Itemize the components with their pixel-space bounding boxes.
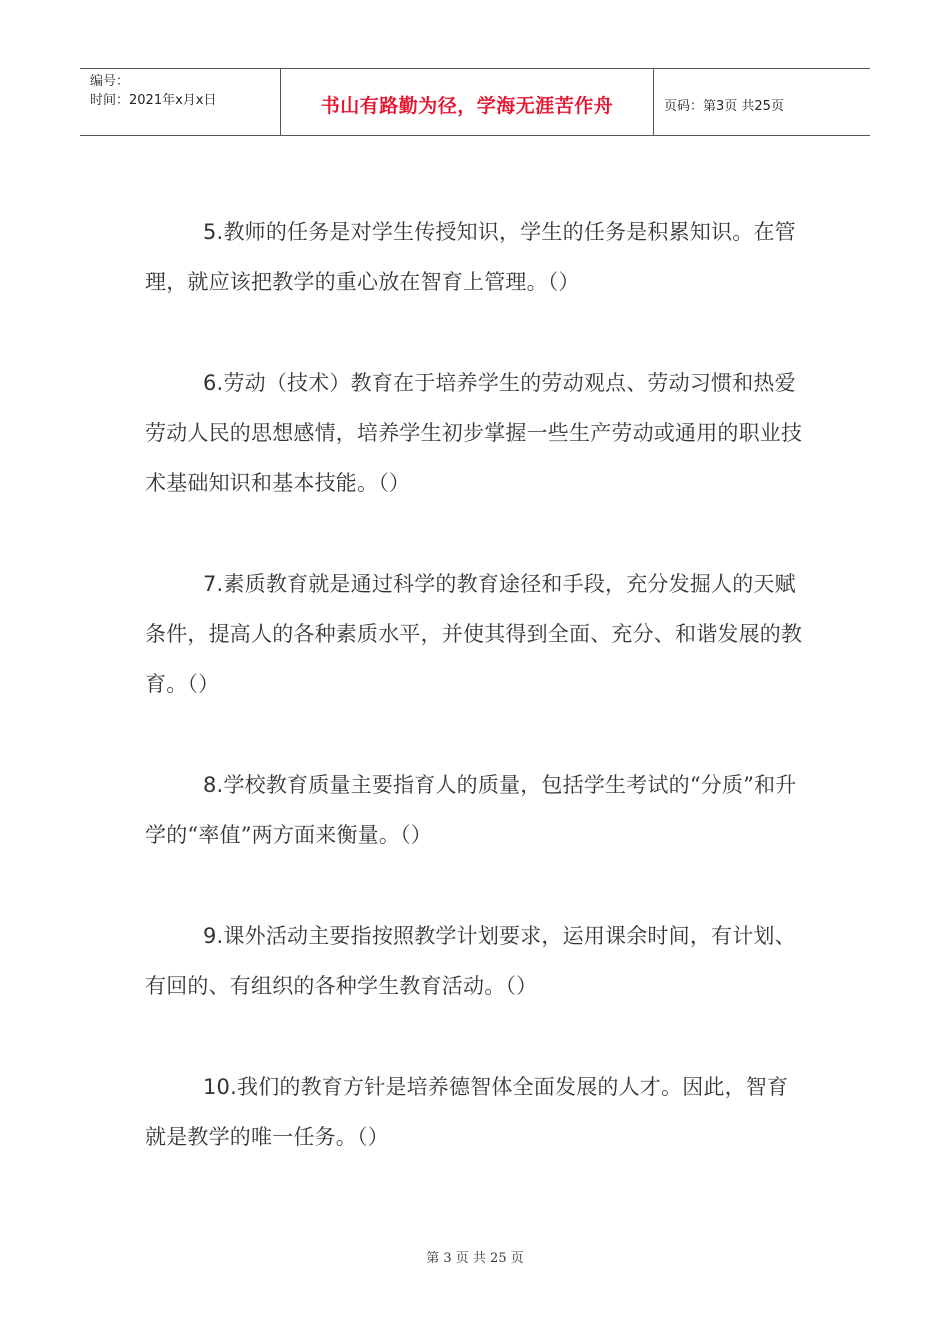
question-item	[145, 911, 805, 1011]
header-meta	[80, 69, 281, 135]
question-text: 教师的任务是对学生传授知识，学生的任务是积累知识。在管理，就应该把教学的重心放在智育上管理。（）	[145, 220, 796, 294]
question-item	[145, 207, 805, 307]
question-text: 素质教育就是通过科学的教育途径和手段，充分发掘人的天赋条件，提高人的各种素质水平，并使其得到全面、充分、和谐发展的教育。（）	[145, 572, 803, 696]
page-footer: 第 3 页 共 25 页	[426, 1251, 524, 1266]
question-number: 6.	[203, 371, 224, 395]
question-item	[145, 358, 805, 508]
date-line: 时间：2021年x月x日	[90, 93, 217, 108]
question-text: 学校教育质量主要指育人的质量，包括学生考试的“分质”和升学的“率值”两方面来衡量。（）	[145, 773, 797, 847]
question-item	[145, 1062, 805, 1162]
question-item	[145, 559, 805, 709]
question-text: 我们的教育方针是培养德智体全面发展的人才。因此，智育就是教学的唯一任务。（）	[145, 1075, 789, 1149]
header-motto: 书山有路勤为径，学海无涯苦作舟	[281, 69, 654, 135]
page-header	[80, 68, 870, 136]
header-page-info: 页码：第3页 共25页	[664, 98, 784, 114]
question-number: 5.	[203, 220, 224, 244]
question-text: 劳动（技术）教育在于培养学生的劳动观点、劳动习惯和热爱劳动人民的思想感情，培养学生初步掌握一些生产劳动或通用的职业技术基础知识和基本技能。（）	[145, 371, 803, 495]
question-list	[145, 207, 805, 1213]
question-item	[145, 760, 805, 860]
serial-label: 编号：	[90, 74, 130, 89]
question-number: 7.	[203, 572, 224, 596]
question-text: 课外活动主要指按照教学计划要求，运用课余时间，有计划、有回的、有组织的各种学生教育活动。（）	[145, 924, 796, 998]
question-number: 10.	[203, 1075, 237, 1099]
question-number: 8.	[203, 773, 224, 797]
question-number: 9.	[203, 924, 224, 948]
